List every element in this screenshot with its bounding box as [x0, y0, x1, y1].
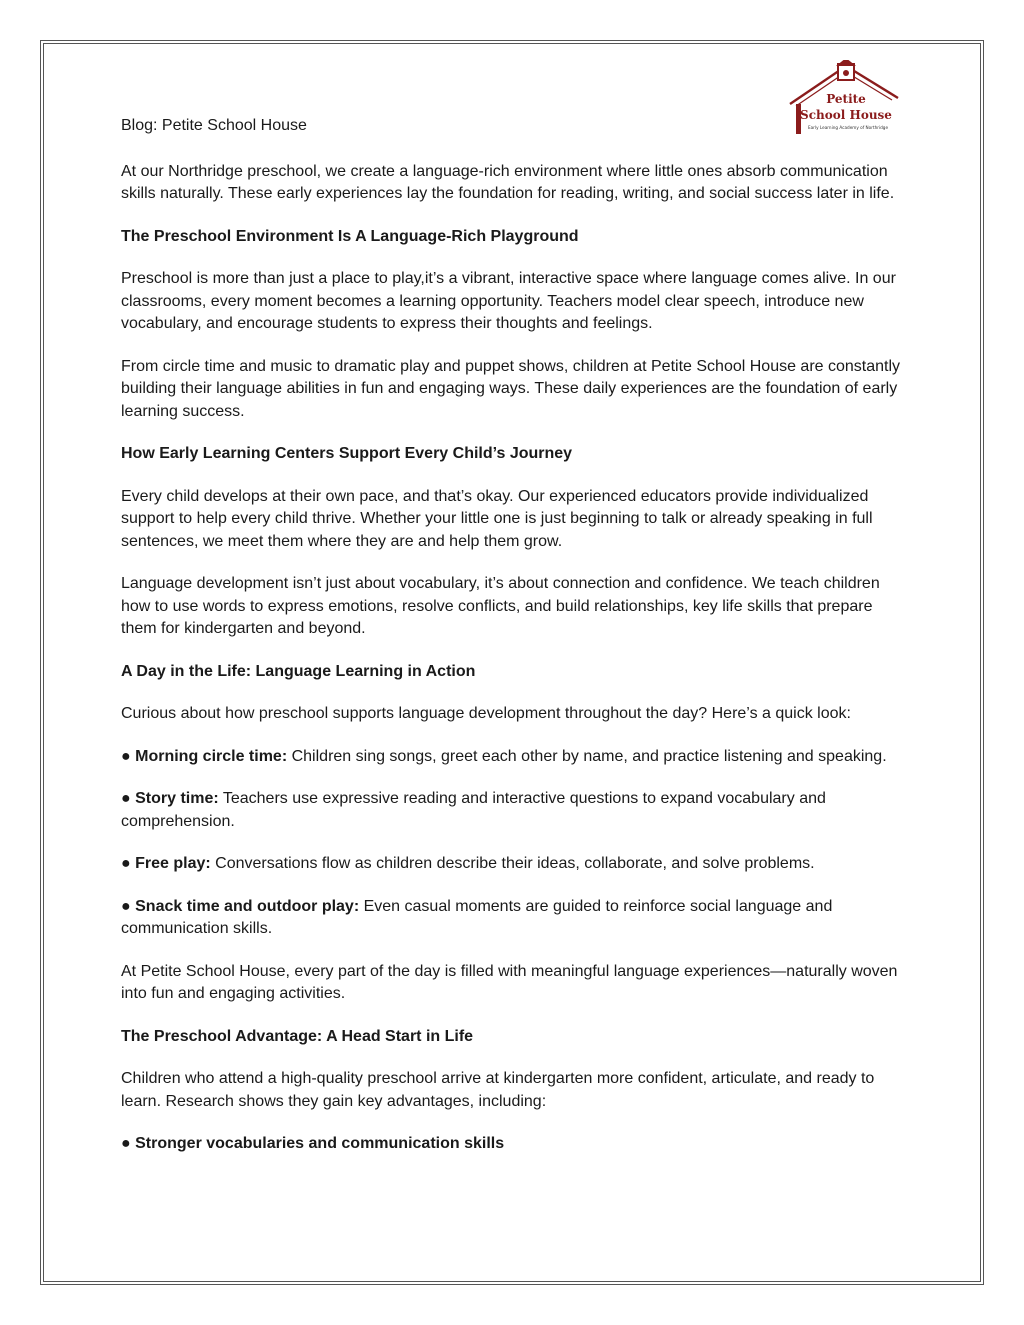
section2-paragraph2: Language development isn’t just about vocabulary, it’s about connection and confidence. We teach children how to use words to express emotions, resolve conflicts, and build relationships, key life skills that prepare them for kindergarten and beyond.	[121, 575, 880, 637]
logo-tagline: Early Learning Academy of Northridge	[807, 125, 889, 130]
section3-heading: A Day in the Life: Language Learning in Action	[121, 662, 476, 680]
logo-line2: School House	[800, 108, 892, 122]
section1-paragraph2: From circle time and music to dramatic play and puppet shows, children at Petite School House are constantly building their language abilities in fun and engaging ways. These daily experiences are the foundation of early learning success.	[121, 357, 901, 420]
bullet-text: Teachers use expressive reading and interactive questions to expand vocabulary and comprehension.	[121, 790, 826, 830]
bullet-item-snack-outdoor	[121, 896, 911, 941]
blog-content	[121, 115, 911, 1176]
bullet-item-free-play	[121, 853, 911, 876]
bullet-text: Even casual moments are guided to reinforce social language and communication skills.	[121, 897, 833, 937]
bullet-label: Snack time and outdoor play:	[135, 897, 360, 915]
bullet-marker: ●	[121, 790, 131, 807]
logo-line1: Petite	[826, 92, 866, 106]
bullet-item-vocabularies	[121, 1133, 911, 1156]
bullet-label: Free play:	[135, 855, 211, 872]
section3-intro: Curious about how preschool supports language development throughout the day? Here’s a quick look:	[121, 705, 851, 722]
bullet-marker: ●	[121, 747, 131, 765]
blog-title: Blog: Petite School House	[121, 117, 307, 134]
section1-paragraph1: Preschool is more than just a place to play,it’s a vibrant, interactive space where language comes alive. In our classrooms, every moment becomes a learning opportunity. Teachers model clear speech, introduce new vocabulary, and encourage students to express their thoughts and feelings.	[121, 270, 896, 332]
bullet-text: Conversations flow as children describe their ideas, collaborate, and solve problems.	[210, 855, 815, 872]
bullet-item-morning-circle	[121, 746, 911, 769]
section2-heading: How Early Learning Centers Support Every Child’s Journey	[121, 445, 573, 462]
bullet-label: Morning circle time:	[135, 747, 288, 765]
bullet-text: Children sing songs, greet each other by name, and practice listening and speaking.	[287, 747, 887, 765]
bullet-marker: ●	[121, 1135, 131, 1152]
section2-paragraph1: Every child develops at their own pace, and that’s okay. Our experienced educators provide individualized support to help every child thrive. Whether your little one is just beginning to talk or already speaking in full sentences, we meet them where they are and help them grow.	[121, 487, 873, 550]
bullet-label: Story time:	[135, 790, 219, 807]
bullet-item-story-time	[121, 788, 911, 833]
section1-heading: The Preschool Environment Is A Language-Rich Playground	[121, 227, 579, 245]
section4-paragraph1: Children who attend a high-quality preschool arrive at kindergarten more confident, articulate, and ready to learn. Research shows they gain key advantages, including:	[121, 1070, 875, 1110]
bullet-label: Stronger vocabularies and communication skills	[135, 1135, 505, 1152]
section4-heading: The Preschool Advantage: A Head Start in Life	[121, 1027, 474, 1045]
intro-paragraph: At our Northridge preschool, we create a language-rich environment where little ones absorb communication skills naturally. These early experiences lay the foundation for reading, writing, and social success later in life.	[121, 162, 895, 202]
bullet-marker: ●	[121, 897, 131, 915]
section3-closing: At Petite School House, every part of the day is filled with meaningful language experiences—naturally woven into fun and engaging activities.	[121, 962, 898, 1002]
bullet-marker: ●	[121, 855, 131, 872]
